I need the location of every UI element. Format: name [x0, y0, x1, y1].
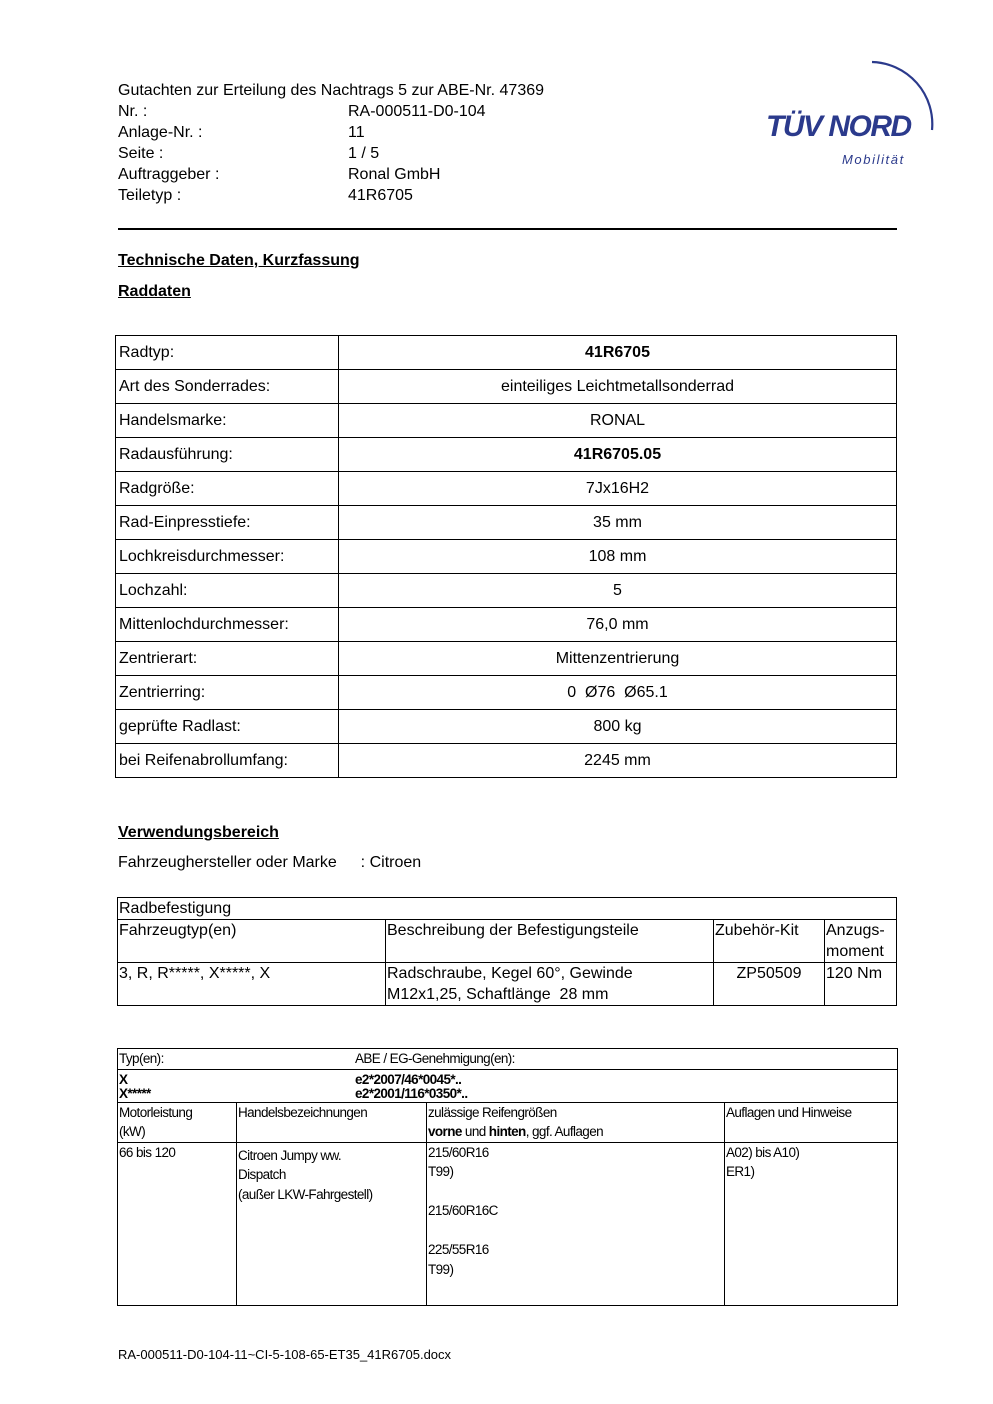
header-cell: Beschreibung der Befestigungsteile: [386, 920, 714, 963]
tire-line: 215/60R16: [428, 1144, 489, 1160]
logo-subtitle: Mobilität: [842, 152, 905, 167]
header-value: RA-000511-D0-104: [348, 103, 486, 120]
table-row: [118, 1142, 898, 1305]
name-line: Dispatch: [238, 1167, 286, 1182]
table-row: [116, 642, 897, 676]
footer-filename: RA-000511-D0-104-11~CI-5-108-65-ET35_41R6705.docx: [118, 1347, 452, 1362]
row-value: 41R6705: [339, 336, 897, 370]
tire-line: [428, 1182, 723, 1202]
names-cell: [237, 1142, 427, 1305]
section-heading-raddaten: Raddaten: [118, 283, 191, 300]
table-row: [116, 676, 897, 710]
header-row-anlage: [118, 122, 544, 143]
row-value: 800 kg: [339, 710, 897, 744]
row-value: 41R6705.05: [339, 438, 897, 472]
section-heading-tech: Technische Daten, Kurzfassung: [118, 252, 360, 269]
column-header-power: [118, 1102, 237, 1142]
table-row: [116, 472, 897, 506]
header-value: 1 / 5: [348, 145, 380, 162]
row-value: 35 mm: [339, 506, 897, 540]
approval-columns-row: [118, 1102, 898, 1142]
header-row-teiletyp: [118, 185, 544, 206]
row-label: Zentrierring:: [116, 676, 339, 710]
row-label: Radtyp:: [116, 336, 339, 370]
row-value: 7Jx16H2: [339, 472, 897, 506]
bold-hinten: hinten: [488, 1124, 526, 1139]
header-row-nr: [118, 101, 544, 122]
fastening-title: Radbefestigung: [118, 898, 897, 920]
row-label: Zentrierart:: [116, 642, 339, 676]
name-line: Citroen Jumpy ww.: [238, 1147, 342, 1163]
column-header-names: Handelsbezeichnungen: [237, 1102, 427, 1142]
maker-separator: :: [360, 854, 366, 871]
note-line: A02) bis A10): [726, 1144, 800, 1160]
table-row: [116, 438, 897, 472]
table-title-row: [118, 898, 897, 920]
row-value: 76,0 mm: [339, 608, 897, 642]
wheel-data-table: [115, 335, 897, 778]
maker-label: Fahrzeughersteller oder Marke: [118, 854, 337, 871]
row-value: 2245 mm: [339, 744, 897, 778]
header-value: 11: [348, 124, 365, 141]
maker-value: Citroen: [369, 854, 422, 871]
row-label: Radgröße:: [116, 472, 339, 506]
header-text: , ggf. Auflagen: [525, 1124, 604, 1139]
row-label: Art des Sonderrades:: [116, 370, 339, 404]
row-label: Lochzahl:: [116, 574, 339, 608]
header-line: Anzugs-: [826, 922, 885, 939]
tire-line: [428, 1221, 723, 1241]
header-line: [428, 1122, 723, 1142]
row-label: geprüfte Radlast:: [116, 710, 339, 744]
approval-header-row: [118, 1049, 898, 1070]
column-header-notes: Auflagen und Hinweise: [725, 1102, 898, 1142]
header-label: Nr. :: [118, 103, 148, 120]
logo-brand: TÜV NORD: [766, 110, 911, 143]
row-value: 5: [339, 574, 897, 608]
description-line: Radschraube, Kegel 60°, Gewinde: [387, 965, 633, 982]
note-line: ER1): [726, 1164, 755, 1179]
tire-line: T99): [428, 1164, 454, 1179]
row-value: 108 mm: [339, 540, 897, 574]
table-header-row: [118, 920, 897, 963]
table-row: [116, 404, 897, 438]
vehicle-types-cell: 3, R, R*****, X*****, X: [118, 963, 386, 1006]
table-row: [116, 608, 897, 642]
power-cell: 66 bis 120: [118, 1142, 237, 1305]
header-cell: Zubehör-Kit: [714, 920, 825, 963]
header-divider: [118, 228, 897, 230]
header-label: Anlage-Nr. :: [118, 124, 203, 141]
header-line: (kW): [119, 1124, 146, 1139]
table-row: [116, 744, 897, 778]
description-cell: [386, 963, 714, 1006]
description-line: M12x1,25, Schaftlänge 28 mm: [387, 986, 609, 1003]
kit-cell: ZP50509: [714, 963, 825, 1006]
table-row: [116, 336, 897, 370]
row-label: Radausführung:: [116, 438, 339, 472]
row-label: Handelsmarke:: [116, 404, 339, 438]
row-value: RONAL: [339, 404, 897, 438]
table-row: [116, 540, 897, 574]
tire-line: 215/60R16C: [428, 1203, 498, 1218]
approval-types-row: [118, 1069, 898, 1102]
tire-line: 225/55R16: [428, 1242, 489, 1257]
header-line: moment: [826, 943, 884, 960]
header-label: Seite :: [118, 145, 164, 162]
approval-table: [117, 1048, 898, 1306]
table-row: [116, 710, 897, 744]
torque-cell: 120 Nm: [825, 963, 897, 1006]
tuv-nord-logo: [760, 56, 942, 172]
header-label: Teiletyp :: [118, 187, 182, 204]
type-name: X*****: [119, 1085, 151, 1101]
table-row: [116, 506, 897, 540]
types-label: Typ(en):: [119, 1051, 164, 1066]
type-name: X: [119, 1071, 128, 1087]
fastening-table: [117, 897, 897, 1006]
vehicle-maker-line: [118, 854, 421, 872]
notes-cell: [725, 1142, 898, 1305]
approval-number: e2*2007/46*0045*..: [355, 1071, 462, 1087]
table-row: [118, 963, 897, 1006]
row-value: Mittenzentrierung: [339, 642, 897, 676]
row-label: Rad-Einpresstiefe:: [116, 506, 339, 540]
header-text: und: [461, 1124, 489, 1139]
header-cell: Fahrzeugtyp(en): [118, 920, 386, 963]
section-heading-verwendung: Verwendungsbereich: [118, 824, 279, 841]
header-value: Ronal GmbH: [348, 166, 441, 183]
row-value: 0 Ø76 Ø65.1: [339, 676, 897, 710]
approvals-label: ABE / EG-Genehmigung(en):: [355, 1051, 515, 1066]
header-label: Auftraggeber :: [118, 166, 220, 183]
header-line: Motorleistung: [119, 1104, 193, 1120]
row-label: bei Reifenabrollumfang:: [116, 744, 339, 778]
tires-cell: [427, 1142, 725, 1305]
name-line: (außer LKW-Fahrgestell): [238, 1186, 373, 1202]
header-value: 41R6705: [348, 187, 413, 204]
tire-line: T99): [428, 1261, 454, 1277]
document-header: [118, 80, 544, 206]
approval-types-cell: [118, 1069, 898, 1102]
table-row: [116, 574, 897, 608]
header-cell-torque: [825, 920, 897, 963]
column-header-tires: [427, 1102, 725, 1142]
bold-vorne: vorne: [428, 1124, 462, 1139]
row-label: Lochkreisdurchmesser:: [116, 540, 339, 574]
approval-number: e2*2001/116*0350*..: [355, 1085, 468, 1101]
header-row-auftraggeber: [118, 164, 544, 185]
document-title: Gutachten zur Erteilung des Nachtrags 5 zur ABE-Nr. 47369: [118, 82, 545, 99]
table-row: [116, 370, 897, 404]
approval-header-cell: [118, 1049, 898, 1070]
row-label: Mittenlochdurchmesser:: [116, 608, 339, 642]
header-line: zulässige Reifengrößen: [428, 1104, 557, 1120]
row-value: einteiliges Leichtmetallsonderrad: [339, 370, 897, 404]
header-row-seite: [118, 143, 544, 164]
